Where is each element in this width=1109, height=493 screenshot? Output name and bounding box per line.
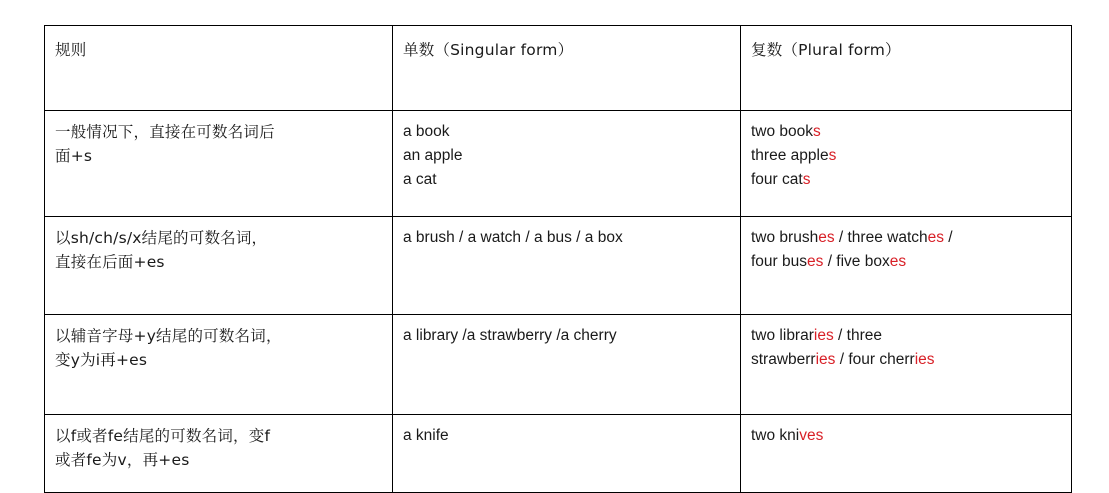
plural-rules-table: [44, 25, 1072, 493]
plural-cell: two knives: [741, 415, 1072, 493]
table-header-row: [45, 26, 1072, 111]
table-body: [45, 26, 1072, 493]
table-row: [45, 315, 1072, 415]
rule-cell: 以f或者fe结尾的可数名词，变f 或者fe为v，再+es: [45, 415, 393, 493]
table-row: [45, 217, 1072, 315]
plural-cell: two libraries / three strawberries / four cherries: [741, 315, 1072, 415]
column-header-rule: 规则: [45, 26, 393, 111]
column-header-singular: 单数（Singular form）: [393, 26, 741, 111]
singular-cell: a knife: [393, 415, 741, 493]
table-row: [45, 415, 1072, 493]
singular-cell: a brush / a watch / a bus / a box: [393, 217, 741, 315]
plural-cell: two brushes / three watches / four buses / five boxes: [741, 217, 1072, 315]
rule-cell: 一般情况下，直接在可数名词后 面+s: [45, 111, 393, 217]
singular-cell: a library /a strawberry /a cherry: [393, 315, 741, 415]
plural-cell: two books three apples four cats: [741, 111, 1072, 217]
column-header-plural: 复数（Plural form）: [741, 26, 1072, 111]
table-row: [45, 111, 1072, 217]
singular-cell: a book an apple a cat: [393, 111, 741, 217]
rule-cell: 以辅音字母+y结尾的可数名词， 变y为i再+es: [45, 315, 393, 415]
rule-cell: 以sh/ch/s/x结尾的可数名词， 直接在后面+es: [45, 217, 393, 315]
